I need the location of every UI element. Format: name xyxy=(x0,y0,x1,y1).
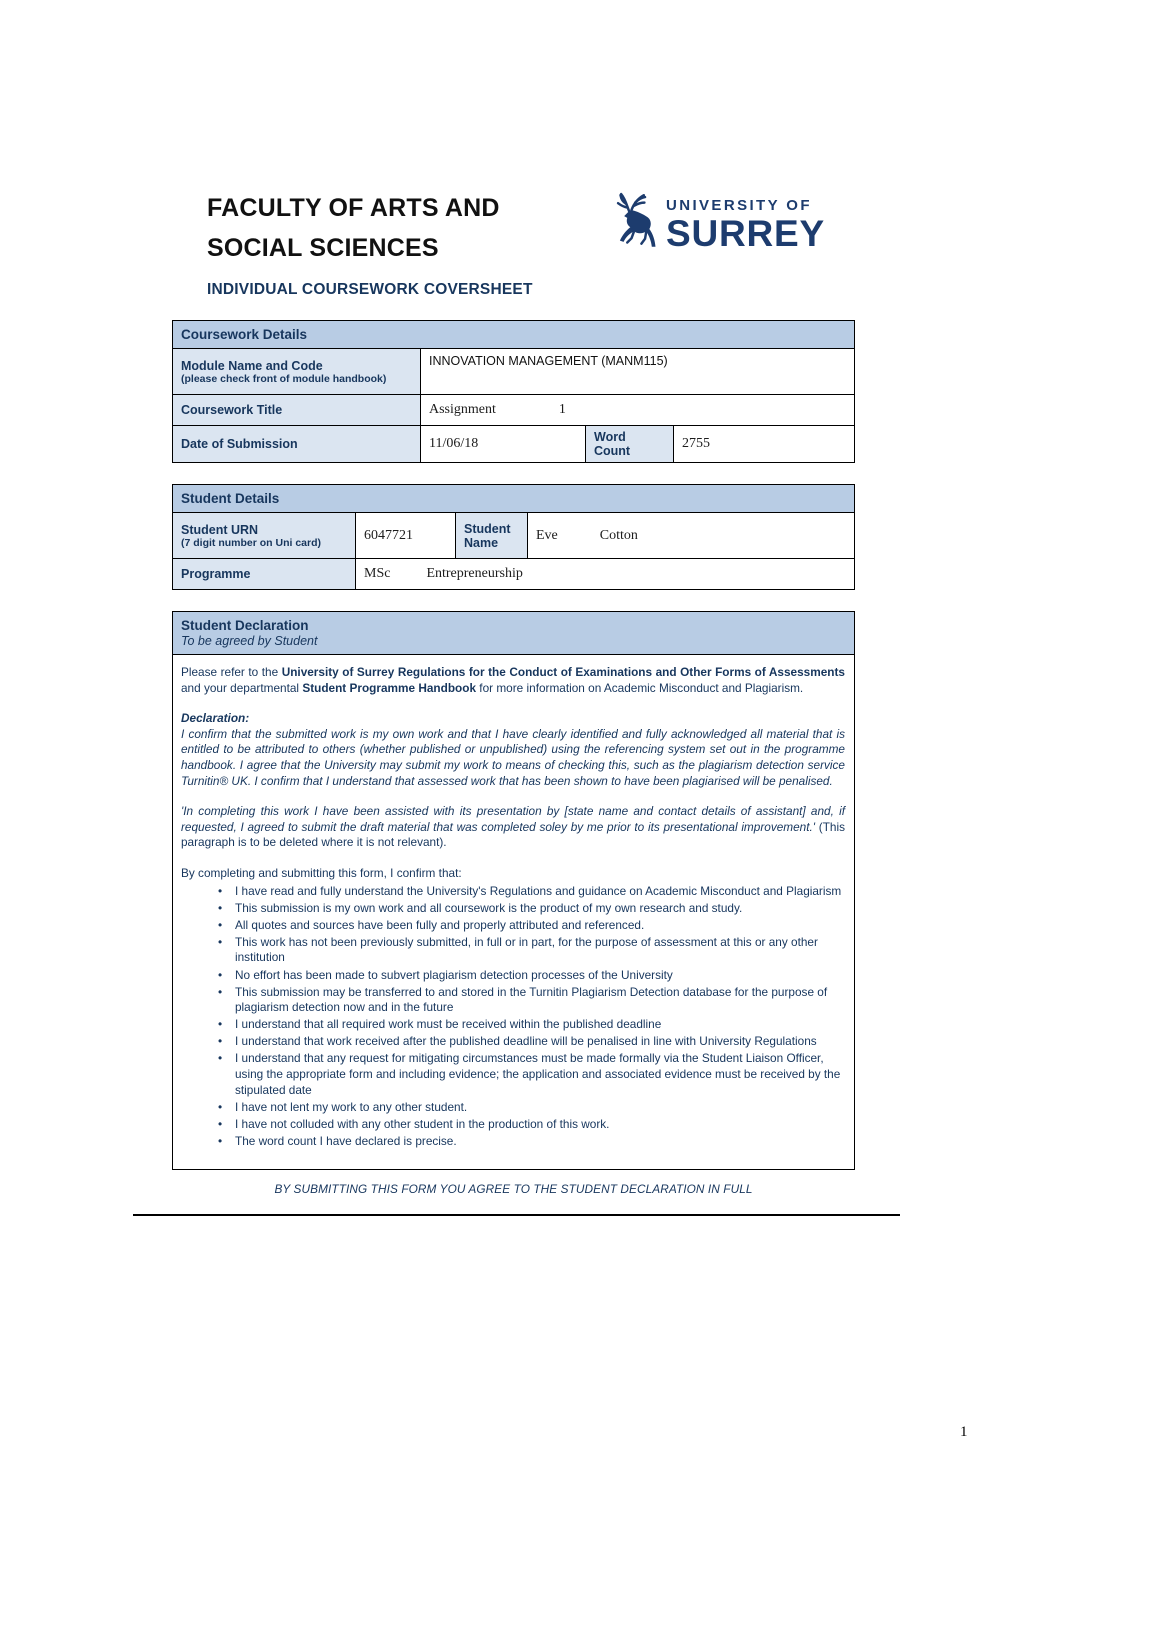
logo-wordmark xyxy=(666,197,825,252)
list-item: • This submission may be transferred to and stored in the Turnitin Plagiarism Detection database for the purpose of plagiarism detection now and in the future xyxy=(235,985,845,1016)
list-item: • The word count I have declared is precise. xyxy=(235,1134,845,1150)
footer-divider xyxy=(133,1214,900,1216)
list-item: • All quotes and sources have been fully and properly attributed and referenced. xyxy=(235,918,845,934)
declaration-intro-text: Please refer to the xyxy=(181,665,282,679)
programme-value xyxy=(356,559,855,590)
declaration-handbook-bold: Student Programme Handbook xyxy=(302,680,477,695)
table-row xyxy=(173,349,855,395)
coursework-title-value xyxy=(421,395,855,426)
logo-wordmark-line2: SURREY xyxy=(666,213,825,254)
list-item: • I understand that any request for mitigating circumstances must be made formally via the Student Liaison Officer, using the appropriate form and including evidence; the application and associated evidence must be received by the stipulated date xyxy=(235,1051,845,1098)
declaration-heading: Declaration: xyxy=(181,711,250,726)
table-row xyxy=(173,612,855,655)
table-row xyxy=(173,513,855,559)
coursework-title-word: Assignment xyxy=(429,402,496,417)
declaration-intro-text: for more information on Academic Misconduct and Plagiarism. xyxy=(476,680,804,695)
declaration-confirm-paragraph: I confirm that the submitted work is my own work and that I have clearly identified and fully acknowledged all material that is entitled to be attributed to others (whether published or unpublished) using the referencing system set out in the programme handbook. I agree that the University may submit my work to means of checking this, such as the plagiarism detection service Turnitin® UK. I confirm that I understand that assessed work that has been shown to have been plagiarised will be penalised. xyxy=(181,726,845,788)
student-declaration-title: Student Declaration xyxy=(181,618,309,633)
declaration-regulations-bold: University of Surrey Regulations for the Conduct of Examinations and Other Forms of Assessments xyxy=(281,665,845,679)
word-count-label: Word Count xyxy=(586,426,674,463)
table-row xyxy=(173,321,855,349)
word-count-value: 2755 xyxy=(674,426,855,463)
date-of-submission-label: Date of Submission xyxy=(173,426,421,463)
student-last-name: Cotton xyxy=(599,527,638,543)
faculty-title-line2: SOCIAL SCIENCES xyxy=(207,234,439,262)
student-declaration-section-header xyxy=(173,612,855,655)
list-item: • This work has not been previously submitted, in full or in part, for the purpose of assessment at this or any other institution xyxy=(235,935,845,966)
student-name-label: Student Name xyxy=(456,513,528,559)
list-item: • I have not colluded with any other student in the production of this work. xyxy=(235,1117,845,1133)
declaration-assistance-note: (This paragraph is to be deleted where it is not relevant). xyxy=(181,819,845,850)
date-of-submission-value: 11/06/18 xyxy=(421,426,586,463)
module-name-sublabel: (please check front of module handbook) xyxy=(181,372,387,385)
student-declaration-body xyxy=(173,655,855,1170)
student-first-name: Eve xyxy=(536,527,558,543)
programme-degree: MSc xyxy=(364,566,391,581)
declaration-intro-text: and your departmental xyxy=(181,680,303,695)
declaration-assistance-paragraph xyxy=(181,804,845,851)
list-item: • I understand that work received after the published deadline will be penalised in line with University Regulations xyxy=(235,1034,845,1050)
table-row xyxy=(173,485,855,513)
student-declaration-table xyxy=(172,611,855,1170)
module-name-label-cell xyxy=(173,349,421,395)
list-item: • This submission is my own work and all coursework is the product of my own research and study. xyxy=(235,901,845,917)
submission-agreement-notice: BY SUBMITTING THIS FORM YOU AGREE TO THE STUDENT DECLARATION IN FULL xyxy=(274,1182,753,1196)
faculty-title xyxy=(207,188,500,268)
student-urn-label: Student URN xyxy=(181,522,259,537)
masthead xyxy=(172,188,855,268)
faculty-title-line1: FACULTY OF ARTS AND xyxy=(207,194,500,222)
coursework-title-number: 1 xyxy=(558,402,566,417)
student-urn-sublabel: (7 digit number on Uni card) xyxy=(181,536,322,549)
module-name-value: INNOVATION MANAGEMENT (MANM115) xyxy=(421,349,855,395)
coversheet-title: INDIVIDUAL COURSEWORK COVERSHEET xyxy=(207,281,533,298)
table-row xyxy=(173,655,855,1170)
programme-label: Programme xyxy=(173,559,356,590)
list-item: • I have read and fully understand the University's Regulations and guidance on Academic Misconduct and Plagiarism xyxy=(235,884,845,900)
page-number: 1 xyxy=(960,1424,968,1440)
student-urn-value: 6047721 xyxy=(356,513,456,559)
declaration-intro xyxy=(181,665,845,696)
table-row xyxy=(173,426,855,463)
programme-name: Entrepreneurship xyxy=(426,566,523,581)
list-item: • I have not lent my work to any other student. xyxy=(235,1100,845,1116)
student-name-value xyxy=(528,513,855,559)
declaration-confirm-lead: By completing and submitting this form, I confirm that: xyxy=(181,865,462,880)
student-urn-label-cell xyxy=(173,513,356,559)
table-row xyxy=(173,395,855,426)
list-item: • No effort has been made to subvert plagiarism detection processes of the University xyxy=(235,968,845,984)
coursework-details-section-header: Coursework Details xyxy=(173,321,855,349)
stag-icon xyxy=(607,190,661,252)
module-name-label: Module Name and Code xyxy=(181,358,323,373)
coursework-title-label: Coursework Title xyxy=(173,395,421,426)
student-declaration-subtitle: To be agreed by Student xyxy=(181,634,318,648)
declaration-assistance-italic: 'In completing this work I have been assisted with its presentation by [state name and contact details of assistant] and, if requested, I agreed to submit the draft material that was completed soley by me prior to its presentational improvement.' xyxy=(181,804,845,834)
student-details-table xyxy=(172,484,855,590)
page-content xyxy=(172,188,855,1170)
declaration-bullet-list xyxy=(181,884,845,1150)
coursework-details-table xyxy=(172,320,855,463)
table-row xyxy=(173,559,855,590)
university-of-surrey-logo xyxy=(607,190,825,252)
list-item: • I understand that all required work must be received within the published deadline xyxy=(235,1017,845,1033)
student-details-section-header: Student Details xyxy=(173,485,855,513)
logo-wordmark-line1: UNIVERSITY OF xyxy=(666,197,812,214)
